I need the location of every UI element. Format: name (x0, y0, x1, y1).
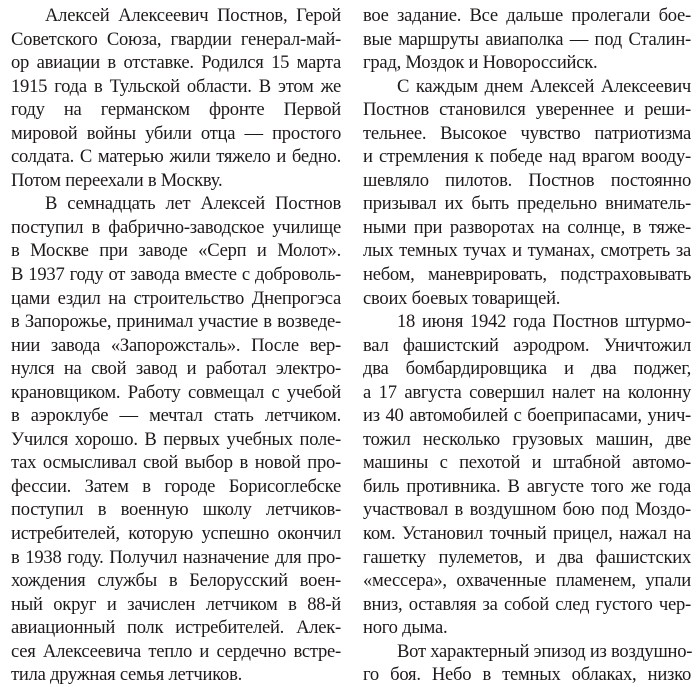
text-line: мировой войны убили отца — простого (11, 122, 341, 144)
text-line: 18 июня 1942 года Постнов штурмо- (397, 311, 691, 333)
text-line: поступил в фабрично-заводское училище (11, 216, 341, 238)
text-line: и стремления к победе над врагом вооду- (363, 146, 691, 168)
text-line: крановщиком. Работу совмещал с учебой (11, 381, 341, 403)
text-line: авиационный полк истребителей. Алек- (11, 617, 341, 639)
text-line: В 1937 году от завода вместе с доброволь- (11, 264, 341, 286)
text-line: гашетку пулеметов, и два фашистских (363, 546, 691, 568)
text-line: цами ездил на строительство Днепрогэса (11, 287, 341, 309)
text-line: Потом переехали в Москву. (11, 169, 223, 191)
right-column (363, 4, 691, 687)
text-line: биль противника. В августе того же года (363, 475, 691, 497)
text-line: участвовал в воздушном бою под Моздо- (363, 499, 691, 521)
text-line: поступил в военную школу летчиков- (11, 499, 341, 521)
text-line: 1915 года в Тульской области. В этом же (11, 75, 341, 97)
text-line: ор авиации в отставке. Родился 15 марта (11, 52, 341, 74)
text-line: хождения службы в Белорусский воен- (11, 570, 341, 592)
text-line: «мессера», охваченные пламенем, упали (363, 570, 691, 592)
text-line: машины с пехотой и штабной автомо- (363, 452, 691, 474)
text-line: фессии. Затем в городе Борисоглебске (11, 475, 341, 497)
text-line: в 1938 году. Получил назначение для про- (11, 546, 341, 568)
text-line: из 40 автомобилей с боеприпасами, унич- (363, 405, 691, 427)
text-line: град, Моздок и Новороссийск. (363, 52, 598, 74)
text-line: в аэроклубе — мечтал стать летчиком. (11, 405, 341, 427)
text-line: ком. Установил точный прицел, нажал на (363, 523, 691, 545)
left-column (11, 4, 341, 687)
text-line: в Москве при заводе «Серп и Молот». (11, 240, 341, 262)
text-line: лых темных тучах и туманах, смотреть за (363, 240, 691, 262)
text-line: вое задание. Все дальше пролегали бое- (363, 5, 691, 26)
text-line: Учился хорошо. В первых учебных поле- (11, 428, 341, 450)
text-line: В семнадцать лет Алексей Постнов (45, 193, 341, 215)
text-line: вниз, оставляя за собой след густого чер- (363, 593, 691, 615)
text-line: а 17 августа совершил налет на колонну (363, 381, 691, 403)
text-line: два бомбардировщика и два поджег, (363, 358, 691, 380)
text-line: ного дыма. (363, 617, 448, 639)
text-line: в Запорожье, принимал участие в возведе- (11, 311, 341, 333)
text-line: шевляло пилотов. Постнов постоянно (363, 169, 691, 191)
text-line: тила дружная семья летчиков. (11, 664, 243, 686)
text-line: вые маршруты авиаполка — под Сталин- (363, 28, 691, 50)
text-line: ными при разворотах на солнце, в тяже- (363, 216, 691, 238)
text-line: призывал их быть предельно вниматель- (363, 193, 691, 215)
text-line: году на германском фронте Первой (11, 99, 341, 121)
text-line: Алексей Алексеевич Постнов, Герой (45, 5, 341, 26)
text-line: Вот характерный эпизод из воздушно- (397, 640, 693, 662)
text-line: го боя. Небо в темных облаках, низко (363, 664, 691, 686)
text-line: нии завода «Запорожсталь». После вер- (11, 334, 341, 356)
text-line: тельнее. Высокое чувство патриотизма (363, 122, 691, 144)
text-line: ный округ и зачислен летчиком в 88-й (11, 593, 341, 615)
text-line: Постнов становился увереннее и реши- (363, 99, 691, 121)
text-line: своих боевых товарищей. (363, 287, 561, 309)
text-line: небом, маневрировать, подстраховывать (363, 264, 691, 286)
text-line: С каждым днем Алексей Алексеевич (397, 75, 691, 97)
text-line: сея Алексеевича тепло и сердечно встре- (11, 640, 341, 662)
text-line: нулся на свой завод и работал электро- (11, 358, 341, 380)
text-line: Советского Союза, гвардии генерал-май- (11, 28, 341, 50)
text-line: истребителей, которую успешно окончил (11, 523, 341, 545)
text-line: тожил несколько грузовых машин, две (363, 428, 691, 450)
text-line: тах осмысливал свой выбор в новой про- (11, 452, 341, 474)
text-line: вал фашистский аэродром. Уничтожил (363, 334, 691, 356)
text-line: солдата. С матерью жили тяжело и бедно. (11, 146, 341, 168)
